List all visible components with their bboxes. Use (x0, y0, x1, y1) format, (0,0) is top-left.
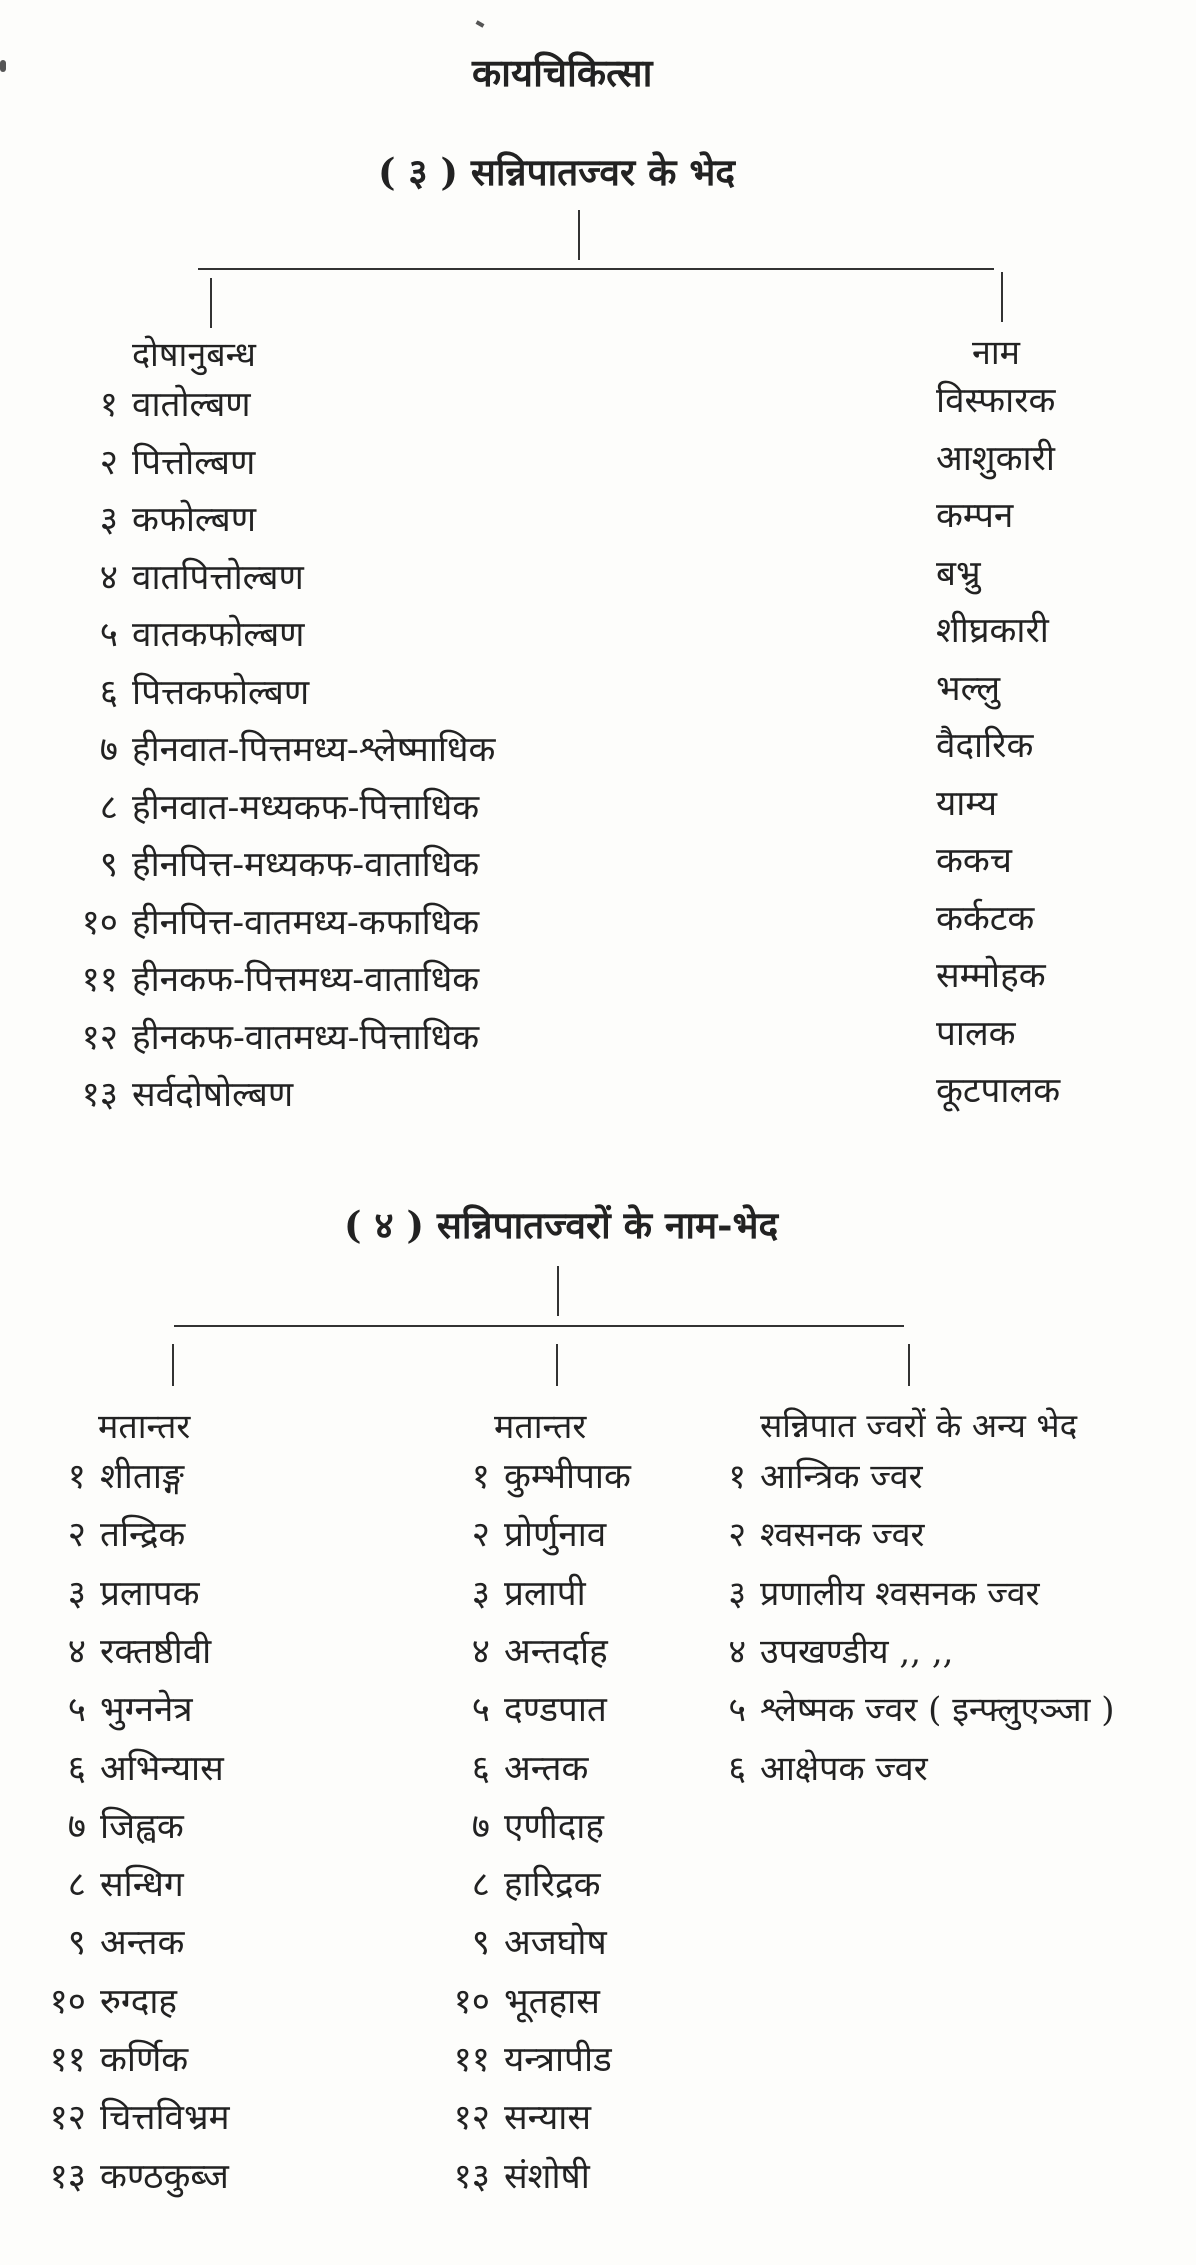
item-text: हारिद्रक (504, 1865, 601, 1905)
row-number: १ (67, 1457, 86, 1497)
item-text: भूतहास (504, 1982, 600, 2022)
scan-speck (476, 20, 485, 27)
dosha-row (64, 673, 310, 713)
section4-heading: ( ४ ) सन्निपातज्वरों के नाम-भेद (344, 1203, 779, 1247)
row-number: ६ (728, 1749, 746, 1789)
dosha-text: पित्तोल्बण (132, 443, 256, 483)
row-number: ५ (728, 1690, 746, 1730)
item-text: संशोषी (504, 2157, 590, 2197)
anya-bhed-item (716, 1515, 925, 1555)
matantar2-item (428, 1457, 631, 1497)
dosha-text: हीनकफ-पित्तमध्य-वाताधिक (132, 960, 480, 1000)
item-text: प्रोर्णुनाव (504, 1515, 607, 1555)
dosha-row (64, 845, 480, 885)
item-text: अन्तर्दाह (504, 1632, 608, 1672)
matantar1-item (28, 1982, 178, 2022)
matantar2-item (428, 2040, 612, 2080)
item-text: आक्षेपक ज्वर (760, 1749, 928, 1789)
row-number: १ (728, 1457, 746, 1497)
jwar-name: पालक (936, 1014, 1016, 1054)
anya-bhed-item (716, 1690, 1115, 1730)
row-number: ४ (471, 1632, 490, 1672)
matantar2-item (428, 1632, 608, 1672)
dosha-row (64, 788, 480, 828)
row-number: ३ (99, 500, 118, 540)
item-text: श्लेष्मक ज्वर ( इन्फ्लुएञ्जा ) (760, 1690, 1115, 1730)
column-header-matantar-2: मतान्तर (494, 1407, 587, 1447)
matantar2-item (428, 1515, 607, 1555)
row-number: ६ (67, 1749, 86, 1789)
row-number: ५ (67, 1690, 86, 1730)
item-text: शीताङ्ग (100, 1457, 185, 1497)
dosha-row (64, 500, 257, 540)
column-header-anya-bhed: सन्निपात ज्वरों के अन्य भेद (760, 1406, 1078, 1445)
matantar1-item (28, 1865, 184, 1905)
jwar-name: आशुकारी (936, 439, 1055, 479)
row-number: २ (99, 443, 118, 483)
row-number: ५ (471, 1690, 490, 1730)
dosha-text: वातोल्बण (132, 385, 251, 425)
item-text: कुम्भीपाक (504, 1457, 631, 1497)
matantar1-item (28, 2098, 230, 2138)
jwar-name: वैदारिक (936, 726, 1034, 766)
item-text: सन्यास (504, 2098, 592, 2138)
anya-bhed-item (716, 1457, 923, 1497)
row-number: २ (67, 1515, 86, 1555)
matantar2-item (428, 1574, 586, 1614)
item-text: तन्द्रिक (100, 1515, 186, 1555)
item-text: कण्ठकुब्ज (100, 2157, 229, 2197)
matantar2-item (428, 1982, 600, 2022)
row-number: १० (81, 903, 118, 943)
dosha-text: पित्तकफोल्बण (132, 673, 310, 713)
item-text: प्रलापक (100, 1574, 200, 1614)
dosha-text: हीनपित्त-वातमध्य-कफाधिक (132, 903, 480, 943)
row-number: ७ (67, 1807, 86, 1847)
row-number: १० (49, 1982, 86, 2022)
row-number: ९ (471, 1923, 490, 1963)
item-text: अन्तक (504, 1749, 589, 1789)
row-number: ९ (67, 1923, 86, 1963)
row-number: ८ (471, 1865, 490, 1905)
matantar2-item (428, 1807, 604, 1847)
matantar2-item (428, 1690, 607, 1730)
dosha-row (64, 730, 496, 770)
row-number: १ (471, 1457, 490, 1497)
matantar1-item (28, 1690, 193, 1730)
row-number: १३ (49, 2157, 86, 2197)
row-number: ४ (728, 1632, 746, 1672)
row-number: १२ (81, 1018, 118, 1058)
row-number: ११ (453, 2040, 490, 2080)
row-number: ३ (728, 1574, 746, 1614)
item-text: श्वसनक ज्वर (760, 1515, 925, 1555)
jwar-name: बभ्रु (936, 554, 981, 594)
row-number: ११ (81, 960, 118, 1000)
row-number: २ (471, 1515, 490, 1555)
matantar1-item (28, 2040, 189, 2080)
dosha-row (64, 443, 256, 483)
jwar-name: याम्य (936, 784, 998, 824)
anya-bhed-item (716, 1574, 1040, 1614)
dosha-row (64, 1075, 294, 1115)
item-text: आन्त्रिक ज्वर (760, 1457, 923, 1497)
dosha-text: हीनवात-मध्यकफ-पित्ताधिक (132, 788, 480, 828)
matantar2-item (428, 2098, 592, 2138)
matantar1-item (28, 1749, 224, 1789)
matantar1-item (28, 1807, 184, 1847)
item-text: यन्त्रापीड (504, 2040, 612, 2080)
item-text: भुग्ननेत्र (100, 1690, 193, 1730)
row-number: २ (728, 1515, 746, 1555)
dosha-row (64, 558, 304, 598)
row-number: १२ (49, 2098, 86, 2138)
row-number: १ (99, 385, 118, 425)
dosha-text: सर्वदोषोल्बण (132, 1075, 294, 1115)
item-text: प्रलापी (504, 1574, 586, 1614)
row-number: ९ (99, 845, 118, 885)
item-text: चित्तविभ्रम (100, 2098, 230, 2138)
dosha-text: वातपित्तोल्बण (132, 558, 304, 598)
anya-bhed-item (716, 1632, 954, 1672)
row-number: ८ (67, 1865, 86, 1905)
dosha-row (64, 1018, 480, 1058)
dosha-text: हीनवात-पित्तमध्य-श्लेष्माधिक (132, 730, 496, 770)
row-number: ६ (99, 673, 118, 713)
item-text: अन्तक (100, 1923, 185, 1963)
jwar-name: कूटपालक (936, 1071, 1061, 1111)
column-header-naam: नाम (972, 333, 1021, 373)
jwar-name: विस्फारक (936, 381, 1056, 421)
item-text: उपखण्डीय ,, ,, (760, 1632, 954, 1672)
item-text: सन्धिग (100, 1865, 184, 1905)
dosha-row (64, 903, 480, 943)
section3-heading: ( ३ ) सन्निपातज्वर के भेद (378, 150, 735, 194)
scan-edge-mark (0, 60, 6, 72)
item-text: कर्णिक (100, 2040, 189, 2080)
matantar1-item (28, 1632, 212, 1672)
row-number: ११ (49, 2040, 86, 2080)
item-text: जिह्वक (100, 1807, 184, 1847)
row-number: १० (453, 1982, 490, 2022)
dosha-text: हीनपित्त-मध्यकफ-वाताधिक (132, 845, 480, 885)
dosha-row (64, 385, 251, 425)
matantar1-item (28, 2157, 229, 2197)
dosha-row (64, 960, 480, 1000)
matantar1-item (28, 1515, 186, 1555)
dosha-text: कफोल्बण (132, 500, 257, 540)
dosha-text: वातकफोल्बण (132, 615, 305, 655)
jwar-name: सम्मोहक (936, 956, 1046, 996)
matantar1-item (28, 1923, 185, 1963)
matantar1-item (28, 1574, 200, 1614)
item-text: दण्डपात (504, 1690, 607, 1730)
row-number: १३ (81, 1075, 118, 1115)
matantar2-item (428, 1749, 589, 1789)
matantar1-item (28, 1457, 185, 1497)
row-number: ५ (99, 615, 118, 655)
row-number: ४ (99, 558, 118, 598)
jwar-name: कर्कटक (936, 899, 1035, 939)
row-number: ६ (471, 1749, 490, 1789)
matantar2-item (428, 1865, 601, 1905)
item-text: रुग्दाह (100, 1982, 178, 2022)
page-title: कायचिकित्सा (472, 50, 653, 95)
column-header-matantar-1: मतान्तर (98, 1407, 191, 1447)
dosha-row (64, 615, 305, 655)
row-number: ४ (67, 1632, 86, 1672)
item-text: अजघोष (504, 1923, 607, 1963)
jwar-name: शीघ्रकारी (936, 611, 1049, 651)
item-text: प्रणालीय श्वसनक ज्वर (760, 1574, 1040, 1614)
jwar-name: ककच (936, 841, 1012, 881)
row-number: ८ (99, 788, 118, 828)
jwar-name: कम्पन (936, 496, 1014, 536)
anya-bhed-item (716, 1749, 928, 1789)
row-number: १२ (453, 2098, 490, 2138)
item-text: अभिन्यास (100, 1749, 224, 1789)
row-number: ७ (471, 1807, 490, 1847)
row-number: ३ (67, 1574, 86, 1614)
matantar2-item (428, 1923, 607, 1963)
column-header-doshanubandh: दोषानुबन्ध (132, 335, 256, 375)
row-number: ७ (99, 730, 118, 770)
row-number: १३ (453, 2157, 490, 2197)
item-text: एणीदाह (504, 1807, 604, 1847)
row-number: ३ (471, 1574, 490, 1614)
matantar2-item (428, 2157, 590, 2197)
jwar-name: भल्लु (936, 669, 1001, 709)
dosha-text: हीनकफ-वातमध्य-पित्ताधिक (132, 1018, 480, 1058)
item-text: रक्तष्ठीवी (100, 1632, 212, 1672)
